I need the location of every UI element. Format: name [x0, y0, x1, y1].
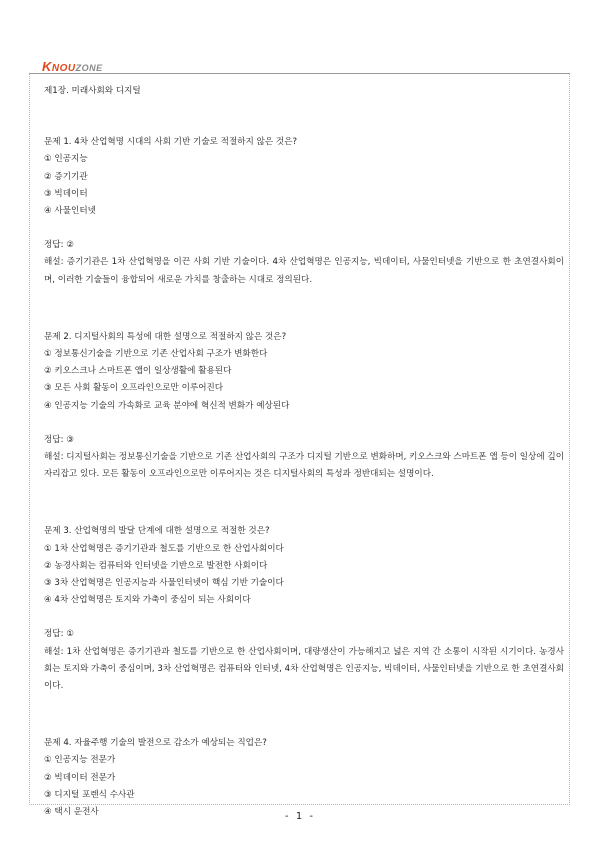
option: ① 인공지능 전문가 — [44, 755, 116, 766]
option: ④ 사물인터넷 — [44, 206, 96, 217]
option: ④ 4차 산업혁명은 토지와 가축이 중심이 되는 사회이다 — [44, 595, 251, 606]
option: ③ 빅데이터 — [44, 188, 88, 199]
option: ② 증기기관 — [44, 171, 88, 182]
question-title: 문제 2. 디지털사회의 특성에 대한 설명으로 적절하지 않은 것은? — [44, 331, 287, 342]
option: ① 1차 산업혁명은 증기기관과 철도를 기반으로 한 산업사회이다 — [44, 543, 284, 554]
question-1 — [44, 134, 564, 289]
document-content — [44, 83, 564, 821]
question-title: 문제 3. 산업혁명의 발달 단계에 대한 설명으로 적절한 것은? — [44, 526, 270, 537]
logo-text-nou: NOU — [51, 63, 76, 74]
option: ① 인공지능 — [44, 154, 88, 165]
logo-letter-k: K — [42, 59, 52, 74]
explanation: 해설: 1차 산업혁명은 증기기관과 철도를 기반으로 한 산업사회이며, 대량생산이 가능해지고 넓은 지역 간 소통이 시작된 시기이다. 농경사회는 토지와 가축이 중심이며, 3차 산업혁명은 컴퓨터와 인터넷, 4차 산업혁명은 인공지능, 빅데이터, 사물인터넷을 기반으로 한 초연결사회이다. — [44, 646, 564, 692]
answer: 정답: ② — [44, 240, 74, 251]
option: ② 키오스크나 스마트폰 앱이 일상생활에 활용된다 — [44, 366, 232, 377]
option: ④ 인공지능 기술의 가속화로 교육 분야에 혁신적 변화가 예상된다 — [44, 400, 290, 411]
option: ② 빅데이터 전문가 — [44, 772, 116, 783]
option: ④ 택시 운전사 — [44, 807, 99, 818]
answer: 정답: ③ — [44, 434, 74, 445]
question-4 — [44, 735, 564, 821]
answer: 정답: ① — [44, 629, 74, 640]
question-2 — [44, 329, 564, 484]
option: ③ 디지털 포렌식 수사관 — [44, 789, 135, 800]
explanation: 해설: 디지털사회는 정보통신기술을 기반으로 기존 산업사회의 구조가 디지털 기반으로 변화하며, 키오스크와 스마트폰 앱 등이 일상에 깊이 자리잡고 있다. 모든 활동이 오프라인으로만 이루어지는 것은 디지털사회의 특성과 정반대되는 설명이다. — [44, 452, 564, 480]
chapter-title: 제1장. 미래사회와 디지털 — [44, 86, 141, 96]
question-title: 문제 4. 자율주행 기술의 발전으로 감소가 예상되는 직업은? — [44, 738, 267, 749]
question-title: 문제 1. 4차 산업혁명 시대의 사회 기반 기술로 적절하지 않은 것은? — [44, 137, 298, 148]
page-number: - 1 - — [285, 811, 315, 822]
option: ③ 3차 산업혁명은 인공지능과 사물인터넷이 핵심 기반 기술이다 — [44, 578, 284, 589]
logo-text-zone: ZONE — [75, 63, 103, 73]
question-3 — [44, 523, 564, 695]
explanation: 해설: 증기기관은 1차 산업혁명을 이끈 사회 기반 기술이다. 4차 산업혁명은 인공지능, 빅데이터, 사물인터넷을 기반으로 한 초연결사회이며, 이러한 기술들이 융합되어 새로운 가치를 창출하는 시대로 정의된다. — [44, 257, 564, 285]
option: ③ 모든 사회 활동이 오프라인으로만 이루어진다 — [44, 383, 224, 394]
option: ② 농경사회는 컴퓨터와 인터넷을 기반으로 발전한 사회이다 — [44, 560, 268, 571]
option: ① 정보통신기술을 기반으로 기존 산업사회 구조가 변화한다 — [44, 349, 268, 360]
